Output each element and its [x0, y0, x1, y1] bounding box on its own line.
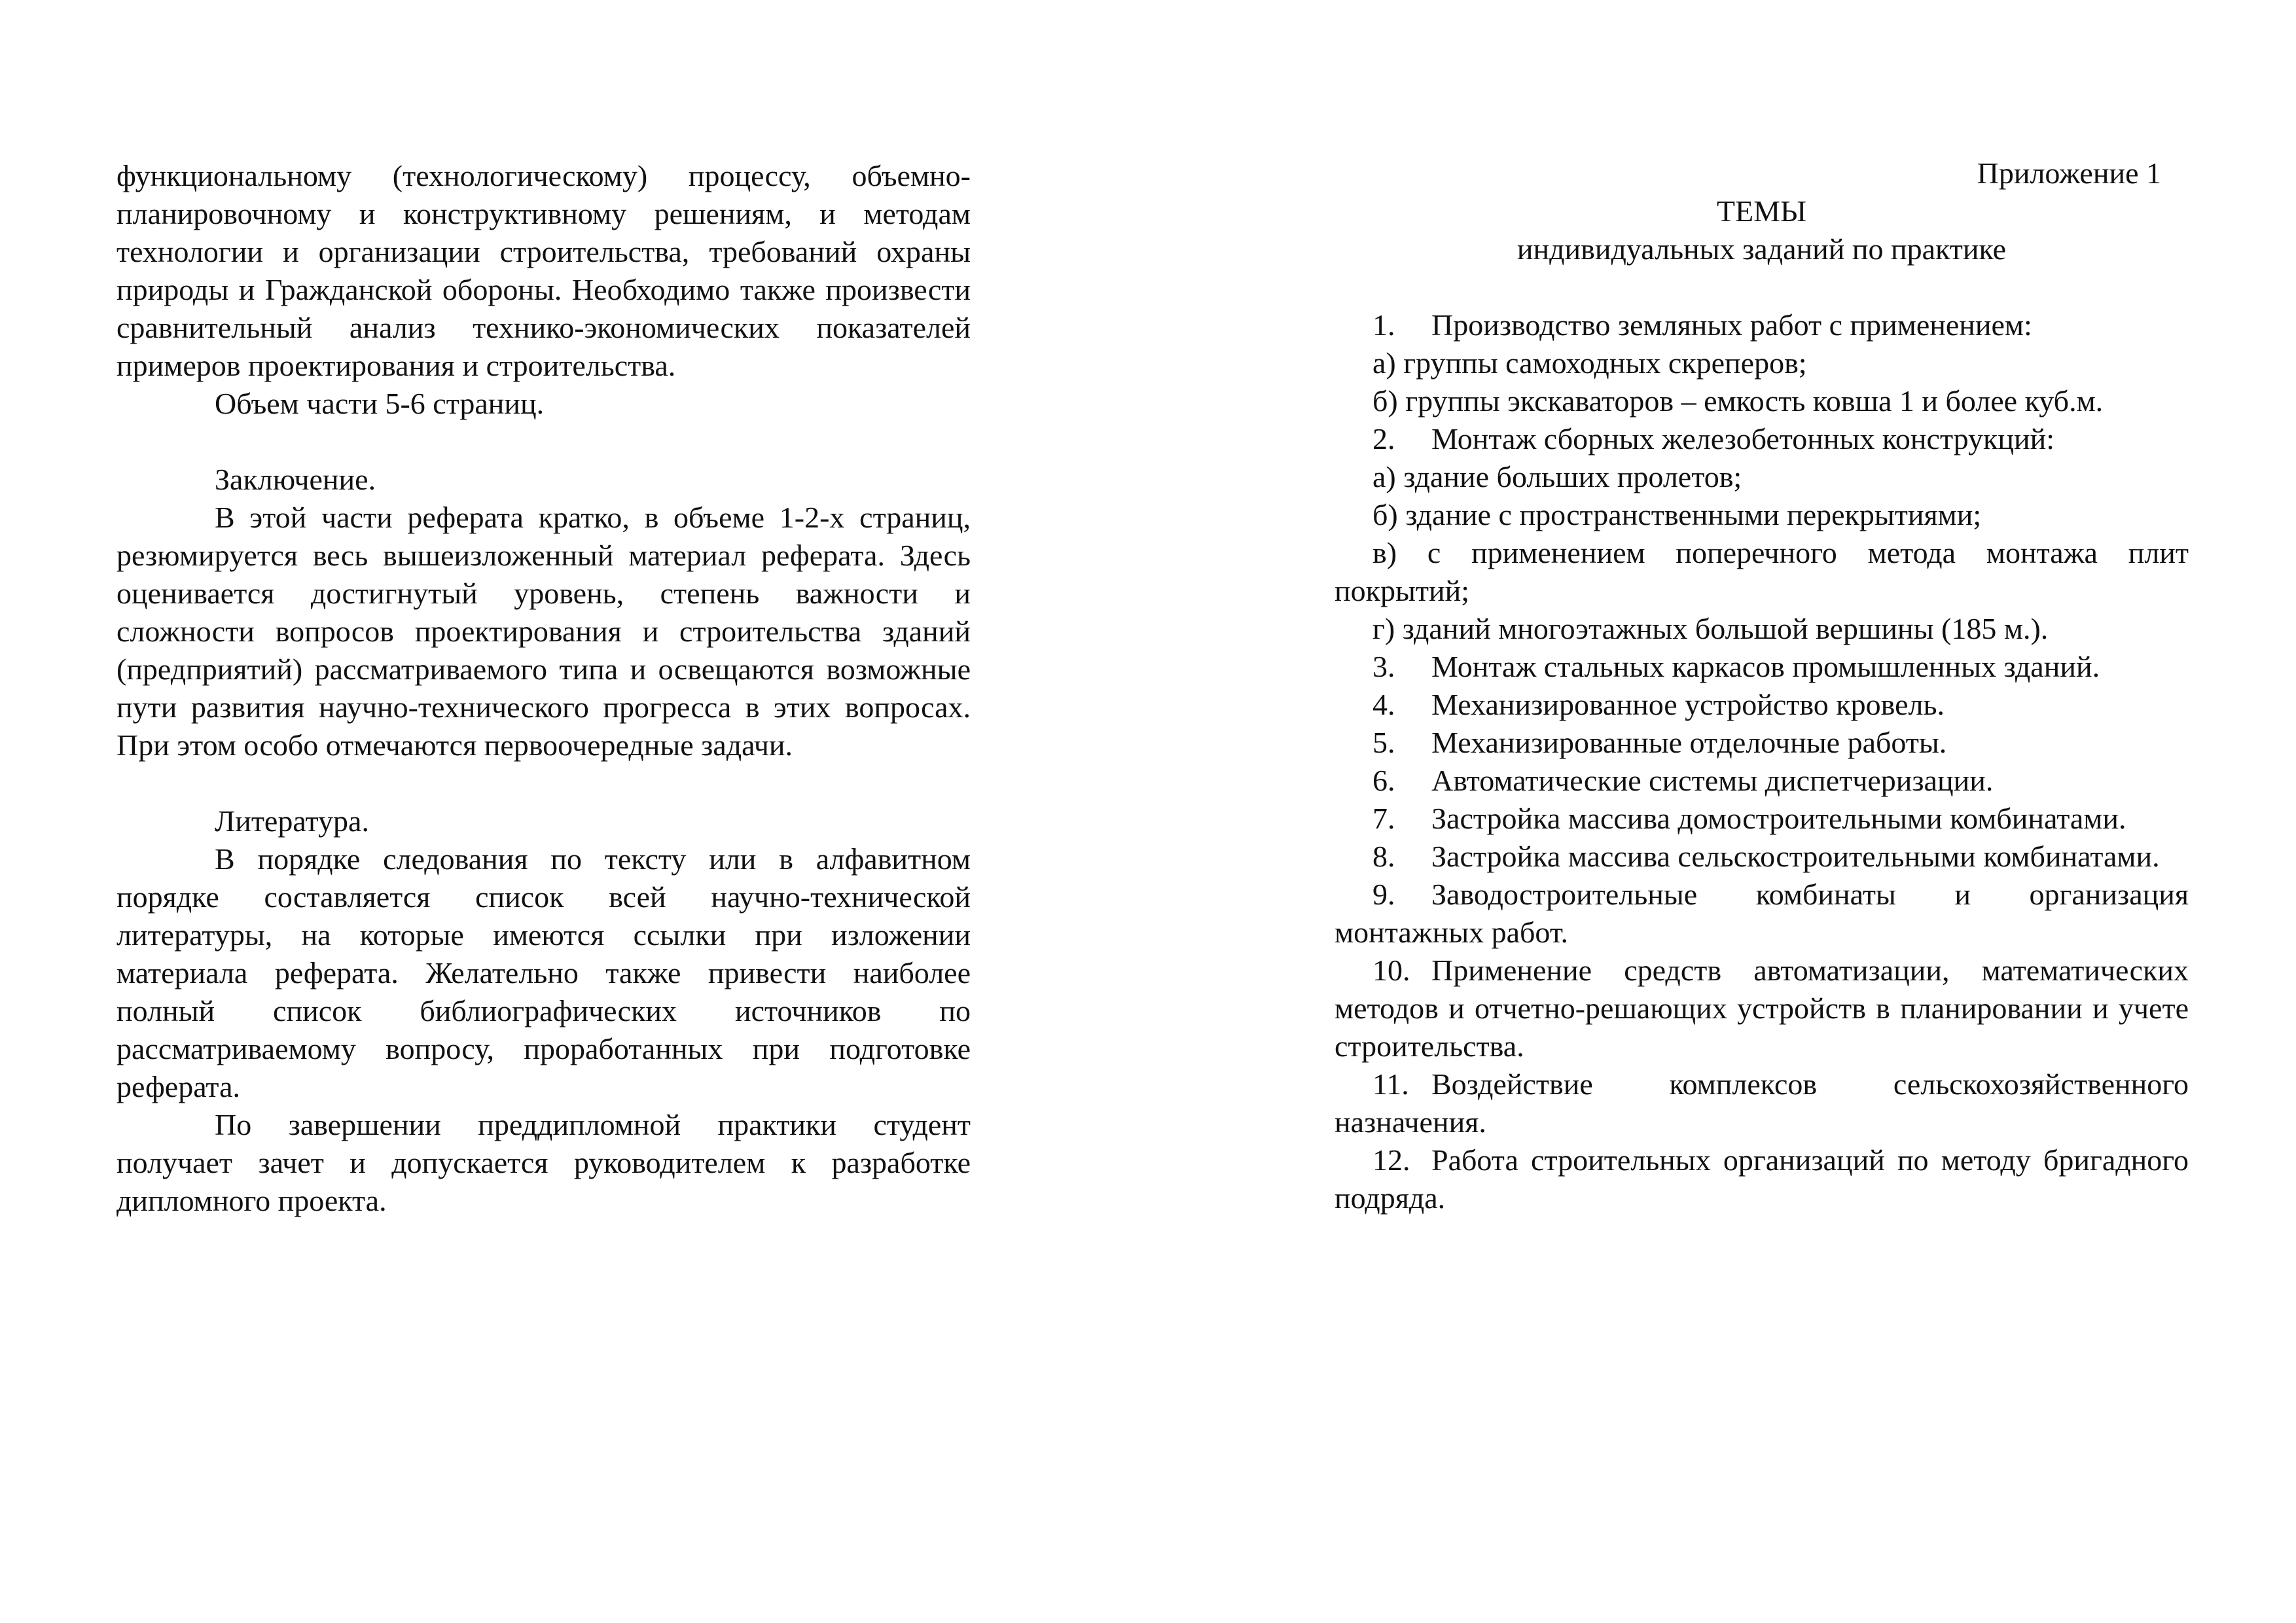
topic-number: 1.: [1372, 308, 1395, 342]
topic-text: а) группы самоходных скреперов;: [1372, 346, 1807, 380]
topic-item: [1335, 496, 2189, 534]
intro-paragraph: функциональному (технологическому) процессу, объемно-планировочному и конструктивному решениям, и методам технологии и организации строительства, требований охраны природы и Гражданской обороны. Необходимо также произвести сравнительный анализ технико-экономических показателей примеров проектирования и строительства.: [117, 159, 971, 382]
literature-paragraph: В порядке следования по тексту или в алфавитном порядке составляется список всей научно-технической литературы, на которые имеются ссылки при изложении материала реферата. Желательно также привести наиболее полный список библиографических источников по рассматриваемому вопросу, проработанных при подготовке реферата.: [117, 842, 971, 1103]
topic-text: Заводостроительные комбинаты и организация монтажных работ.: [1335, 878, 2189, 949]
topic-item: [1335, 648, 2189, 686]
topics-subtitle: индивидуальных заданий по практике: [1516, 232, 2007, 266]
topic-text: Монтаж стальных каркасов промышленных зданий.: [1431, 650, 2100, 683]
conclusion-heading: Заключение.: [215, 463, 376, 496]
topic-text: в) с применением поперечного метода монтажа плит покрытий;: [1335, 536, 2189, 607]
topic-number: 9.: [1372, 878, 1395, 911]
topic-item: [1335, 382, 2189, 420]
volume-note: Объем части 5-6 страниц.: [215, 387, 545, 420]
topic-text: Производство земляных работ с применением:: [1431, 308, 2032, 342]
topic-item: [1335, 1065, 2189, 1141]
topic-item: [1335, 1141, 2189, 1217]
topic-number: 6.: [1372, 764, 1395, 797]
spacer: [117, 764, 971, 802]
topic-number: 5.: [1372, 726, 1395, 759]
topic-text: Воздействие комплексов сельскохозяйственного назначения.: [1335, 1067, 2189, 1139]
appendix-label: Приложение 1: [1977, 156, 2161, 190]
topic-text: Автоматические системы диспетчеризации.: [1431, 764, 1994, 797]
literature-heading: Литература.: [215, 804, 369, 838]
topic-number: 11.: [1372, 1067, 1409, 1101]
topic-text: б) группы экскаваторов – емкость ковша 1 и более куб.м.: [1372, 384, 2104, 418]
topic-text: Применение средств автоматизации, математических методов и отчетно-решающих устройств в планировании и учете строительства.: [1335, 954, 2189, 1063]
conclusion-paragraph: В этой части реферата кратко, в объеме 1-2-х страниц, резюмируется весь вышеизложенный материал реферата. Здесь оценивается достигнутый уровень, степень важности и сложности вопросов проектирования и строительства зданий (предприятий) рассматриваемого типа и освещаются возможные пути развития научно-технического прогресса в этих вопросах. При этом особо отмечаются первоочередные задачи.: [117, 501, 971, 762]
topic-number: 8.: [1372, 840, 1395, 873]
topic-item: [1335, 686, 2189, 724]
topic-text: а) здание больших пролетов;: [1372, 460, 1742, 493]
right-page: [1148, 0, 2296, 1623]
topic-text: Застройка массива сельскостроительными комбинатами.: [1431, 840, 2160, 873]
topic-item: [1335, 306, 2189, 344]
topic-item: [1335, 534, 2189, 610]
topics-list: [1335, 306, 2189, 1217]
topic-item: [1335, 344, 2189, 382]
topic-item: [1335, 952, 2189, 1065]
topic-item: [1335, 876, 2189, 952]
topics-title: ТЕМЫ: [1716, 194, 1807, 228]
topic-text: б) здание с пространственными перекрытиями;: [1372, 498, 1982, 531]
topic-text: Работа строительных организаций по методу бригадного подряда.: [1335, 1143, 2189, 1215]
topic-text: Механизированные отделочные работы.: [1431, 726, 1947, 759]
topic-number: 2.: [1372, 422, 1395, 455]
right-column: [1335, 154, 2189, 1217]
topic-item: [1335, 800, 2189, 838]
left-column: [117, 157, 971, 1220]
topic-number: 3.: [1372, 650, 1395, 683]
topic-text: Механизированное устройство кровель.: [1431, 688, 1945, 721]
topic-number: 7.: [1372, 802, 1395, 835]
topic-item: [1335, 420, 2189, 458]
topic-text: Застройка массива домостроительными комбинатами.: [1431, 802, 2126, 835]
topic-item: [1335, 838, 2189, 876]
topic-number: 10.: [1372, 954, 1410, 987]
topic-text: г) зданий многоэтажных большой вершины (185 м.).: [1372, 612, 2049, 645]
spacer: [1335, 268, 2189, 306]
topic-item: [1335, 762, 2189, 800]
topic-number: 12.: [1372, 1143, 1410, 1177]
topic-number: 4.: [1372, 688, 1395, 721]
topic-item: [1335, 724, 2189, 762]
topic-item: [1335, 458, 2189, 496]
topic-item: [1335, 610, 2189, 648]
topic-text: Монтаж сборных железобетонных конструкций:: [1431, 422, 2055, 455]
final-paragraph: По завершении преддипломной практики студент получает зачет и допускается руководителем к разработке дипломного проекта.: [117, 1108, 971, 1217]
spacer: [117, 423, 971, 461]
